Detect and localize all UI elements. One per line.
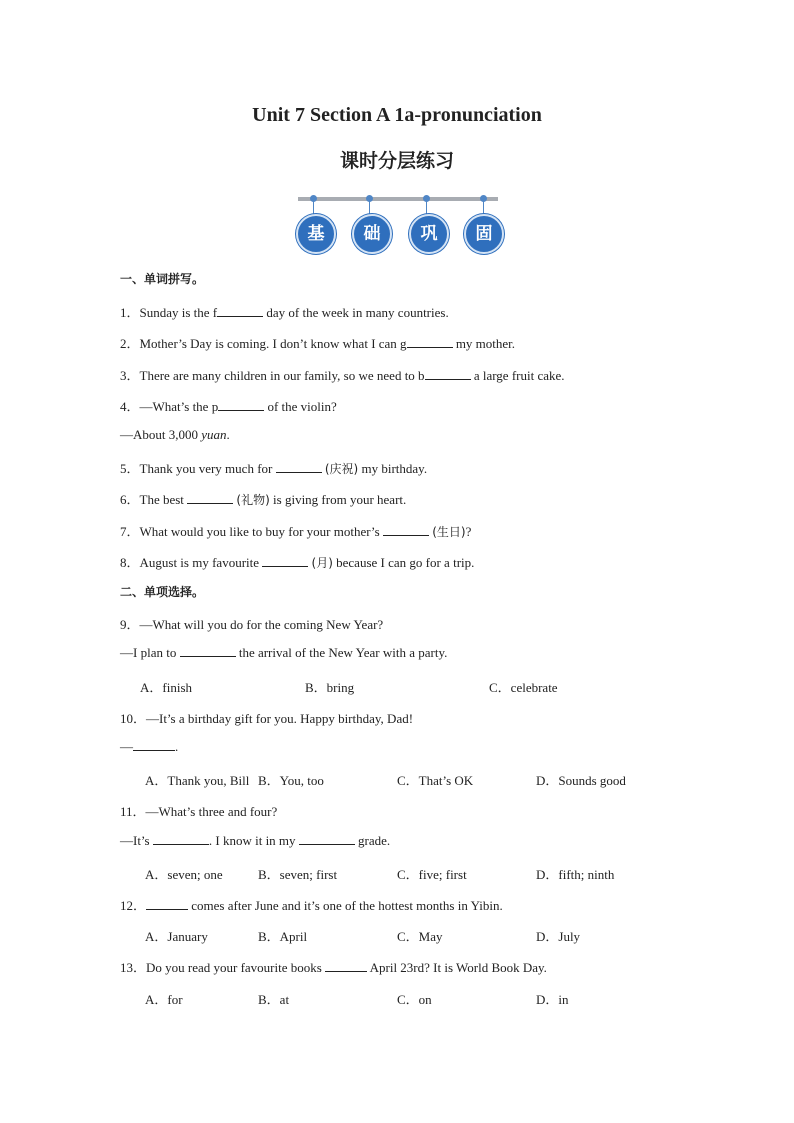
- question-11: 11．—What’s three and four?: [120, 804, 278, 819]
- answer-blank[interactable]: [299, 833, 355, 845]
- option-b[interactable]: B．at: [258, 992, 290, 1007]
- question-text: 4．—What’s the p: [120, 399, 219, 414]
- option-b[interactable]: B．You, too: [258, 773, 324, 788]
- question-text: 2．Mother’s Day is coming. I don’t know what I can g: [120, 336, 407, 351]
- question-10: 10．—It’s a birthday gift for you. Happy birthday, Dad!: [120, 711, 414, 726]
- option-a[interactable]: A．finish: [140, 680, 193, 695]
- answer-blank[interactable]: [262, 555, 308, 567]
- chinese-hint: (月): [311, 556, 333, 570]
- option-a[interactable]: A．seven; one: [145, 867, 223, 882]
- banner-char: 础: [352, 214, 392, 254]
- question-text: 6．The best: [120, 492, 188, 507]
- question-9-line2: [120, 645, 447, 661]
- banner-char: 基: [296, 214, 336, 254]
- option-c[interactable]: C．five; first: [397, 867, 467, 882]
- question-text: is giving from your heart.: [269, 492, 407, 507]
- question-10-line2: [120, 739, 178, 755]
- answer-text-italic: yuan: [201, 427, 227, 442]
- option-c[interactable]: C．May: [397, 929, 443, 944]
- question-3: [120, 365, 565, 384]
- banner-stem: [369, 201, 370, 215]
- question-text: —: [120, 739, 133, 754]
- question-text: 1．Sunday is the f: [120, 305, 218, 320]
- option-c[interactable]: C．on: [397, 992, 432, 1007]
- question-text: —It’s: [120, 833, 153, 848]
- banner-stem: [313, 201, 314, 215]
- question-13: [120, 957, 547, 976]
- question-text: . I know it in my: [208, 833, 299, 848]
- banner-stem: [483, 201, 484, 215]
- answer-blank[interactable]: [187, 492, 233, 504]
- option-d[interactable]: D．fifth; ninth: [536, 867, 615, 882]
- question-4: [120, 396, 337, 415]
- option-a[interactable]: A．Thank you, Bill: [145, 773, 250, 788]
- question-text: comes after June and it’s one of the hottest months in Yibin.: [188, 898, 503, 913]
- option-b[interactable]: B．seven; first: [258, 867, 338, 882]
- question-2: [120, 333, 515, 352]
- question-text: because I can go for a trip.: [332, 555, 475, 570]
- question-text: 7．What would you like to buy for your mother’s: [120, 524, 383, 539]
- banner-stem: [426, 201, 427, 215]
- question-5: [120, 458, 427, 477]
- question-text: ?: [465, 524, 472, 539]
- question-9: 9．—What will you do for the coming New Year?: [120, 617, 384, 632]
- question-7: [120, 521, 471, 540]
- question-text: day of the week in many countries.: [263, 305, 449, 320]
- question-8: [120, 552, 474, 571]
- question-text: April 23rd? It is World Book Day.: [367, 960, 547, 975]
- answer-text: .: [226, 427, 230, 442]
- question-4-answer: [120, 427, 230, 443]
- question-text: 5．Thank you very much for: [120, 461, 276, 476]
- option-d[interactable]: D．July: [536, 929, 581, 944]
- question-12: [120, 895, 503, 914]
- answer-blank[interactable]: [276, 461, 322, 473]
- banner-char: 巩: [409, 214, 449, 254]
- question-11-line2: [120, 833, 390, 849]
- answer-blank[interactable]: [407, 336, 453, 348]
- question-text: 13．Do you read your favourite books: [120, 960, 326, 975]
- option-c[interactable]: C．celebrate: [489, 680, 558, 695]
- question-text: 12．: [120, 898, 147, 913]
- answer-blank[interactable]: [146, 898, 188, 910]
- answer-blank[interactable]: [325, 960, 367, 972]
- chinese-hint: (庆祝): [324, 462, 359, 476]
- answer-blank[interactable]: [383, 524, 429, 536]
- section-heading: 一、单词拼写。: [120, 272, 205, 286]
- question-text: grade.: [354, 833, 391, 848]
- banner-bar: [298, 197, 498, 201]
- answer-blank[interactable]: [218, 399, 264, 411]
- question-6: [120, 489, 406, 508]
- answer-text: —About 3,000: [120, 427, 202, 442]
- question-text: 8．August is my favourite: [120, 555, 263, 570]
- option-d[interactable]: D．Sounds good: [536, 773, 626, 788]
- answer-blank[interactable]: [425, 368, 471, 380]
- option-b[interactable]: B．April: [258, 929, 308, 944]
- banner-char: 固: [464, 214, 504, 254]
- section-heading: 二、单项选择。: [120, 585, 205, 599]
- question-text: .: [175, 739, 179, 754]
- option-c[interactable]: C．That’s OK: [397, 773, 474, 788]
- page-subtitle: 课时分层练习: [339, 150, 454, 172]
- option-b[interactable]: B．bring: [305, 680, 355, 695]
- question-text: 3．There are many children in our family, so we need to b: [120, 368, 425, 383]
- question-1: [120, 302, 449, 321]
- option-d[interactable]: D．in: [536, 992, 569, 1007]
- question-text: my mother.: [452, 336, 516, 351]
- chinese-hint: (礼物): [236, 493, 270, 507]
- option-a[interactable]: A．January: [145, 929, 208, 944]
- basic-consolidation-banner: [294, 192, 504, 256]
- option-a[interactable]: A．for: [145, 992, 183, 1007]
- page-title: Unit 7 Section A 1a-pronunciation: [252, 104, 542, 126]
- answer-blank[interactable]: [217, 305, 263, 317]
- answer-blank[interactable]: [153, 833, 209, 845]
- answer-blank[interactable]: [180, 645, 236, 657]
- question-text: a large fruit cake.: [470, 368, 565, 383]
- question-text: the arrival of the New Year with a party.: [235, 645, 448, 660]
- answer-blank[interactable]: [133, 739, 175, 751]
- question-text: my birthday.: [358, 461, 428, 476]
- question-text: —I plan to: [120, 645, 180, 660]
- chinese-hint: (生日): [432, 525, 466, 539]
- question-text: of the violin?: [264, 399, 337, 414]
